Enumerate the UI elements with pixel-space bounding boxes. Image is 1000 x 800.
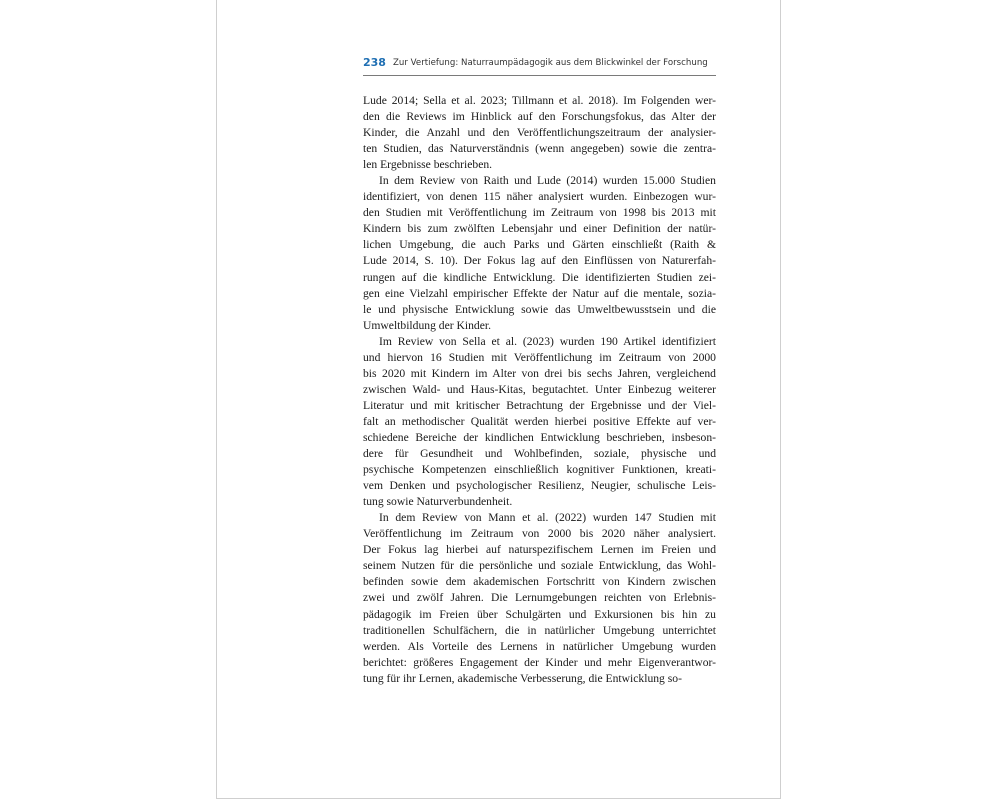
text-line: bis 2020 mit Kindern im Alter von drei bis sechs Jahren, vergleichend [363, 366, 716, 380]
text-line: seinem Nutzen für die persönliche und soziale Entwicklung, das Wohl- [363, 559, 716, 573]
paragraph [363, 510, 716, 687]
text-line: Kinder, die Anzahl und den Veröffentlichungszeitraum der analysier- [363, 126, 716, 140]
text-line: und hiervon 16 Studien mit Veröffentlichung im Zeitraum von 2000 [363, 350, 716, 364]
paragraph [363, 334, 716, 511]
text-line: tung für ihr Lernen, akademische Verbesserung, die Entwicklung so- [363, 671, 682, 685]
paragraph [363, 93, 716, 173]
text-line: dere für Gesundheit und Wohlbefinden, soziale, physische und [363, 447, 716, 461]
text-line: Kindern bis zum zwölften Lebensjahr und einer Definition der natür- [363, 222, 716, 236]
paragraph [363, 173, 716, 333]
text-line: befinden sowie dem akademischen Fortschritt von Kindern zwischen [363, 575, 716, 589]
text-line: Im Review von Sella et al. (2023) wurden 190 Artikel identifiziert [379, 334, 716, 348]
running-title: Zur Vertiefung: Naturraumpädagogik aus dem Blickwinkel der Forschung [393, 58, 708, 68]
text-line: In dem Review von Raith und Lude (2014) wurden 15.000 Studien [379, 174, 716, 188]
text-line: In dem Review von Mann et al. (2022) wurden 147 Studien mit [379, 511, 716, 525]
text-line: berichtet: größeres Engagement der Kinder und mehr Eigenverantwor- [363, 655, 716, 669]
text-line: Der Fokus lag hierbei auf naturspezifischem Lernen im Freien und [363, 543, 716, 557]
text-line: schiedene Bereiche der kindlichen Entwicklung beschrieben, insbeson- [363, 430, 716, 444]
text-line: Umweltbildung der Kinder. [363, 318, 492, 332]
text-line: pädagogik im Freien über Schulgärten und Exkursionen bis hin zu [363, 607, 716, 621]
text-line: Lude 2014, S. 10). Der Fokus lag auf den Einflüssen von Naturerfah- [363, 254, 716, 268]
text-line: den die Reviews im Hinblick auf den Forschungsfokus, das Alter der [363, 110, 716, 124]
text-line: lichen Umgebung, die auch Parks und Gärten einschließt (Raith & [363, 238, 716, 252]
text-line: tung sowie Naturverbundenheit. [363, 495, 513, 509]
text-line: zwischen Wald- und Haus-Kitas, begutachtet. Unter Einbezug weiterer [363, 382, 716, 396]
book-page [216, 0, 781, 799]
text-line: psychische Kompetenzen einschließlich kognitiver Funktionen, kreati- [363, 463, 716, 477]
text-line: traditionellen Schulfächern, die in natürlicher Umgebung unterrichtet [363, 623, 716, 637]
text-line: Literatur und mit kritischer Betrachtung der Ergebnisse und der Viel- [363, 398, 716, 412]
text-line: ten Studien, das Naturverständnis (wenn angegeben) sowie die zentra- [363, 142, 716, 156]
text-line: Veröffentlichung im Zeitraum von 2000 bis 2020 näher analysiert. [363, 527, 716, 541]
text-line: vem Denken und psychologischer Resilienz, Neugier, schulische Leis- [363, 479, 716, 493]
page-number: 238 [363, 56, 386, 69]
text-line: rungen auf die kindliche Entwicklung. Die identifizierten Studien zei- [363, 270, 716, 284]
running-header [363, 55, 716, 76]
text-line: zwei und zwölf Jahren. Die Lernumgebungen reichten von Erlebnis- [363, 591, 716, 605]
text-line: identifiziert, von denen 115 näher analysiert wurden. Einbezogen wur- [363, 190, 716, 204]
text-line: Lude 2014; Sella et al. 2023; Tillmann et al. 2018). Im Folgenden wer- [363, 94, 716, 107]
text-line: werden. Als Vorteile des Lernens in natürlicher Umgebung wurden [363, 639, 716, 653]
text-line: le und physische Entwicklung sowie das Umweltbewusstsein und die [363, 302, 716, 316]
text-line: gen eine Vielzahl empirischer Effekte der Natur auf die mentale, sozia- [363, 286, 716, 300]
text-line: len Ergebnisse beschrieben. [363, 158, 493, 172]
text-line: den Studien mit Veröffentlichung im Zeitraum von 1998 bis 2013 mit [363, 206, 716, 220]
body-text [363, 93, 716, 687]
text-line: falt an methodischer Qualität werden hierbei positive Effekte auf ver- [363, 414, 716, 428]
